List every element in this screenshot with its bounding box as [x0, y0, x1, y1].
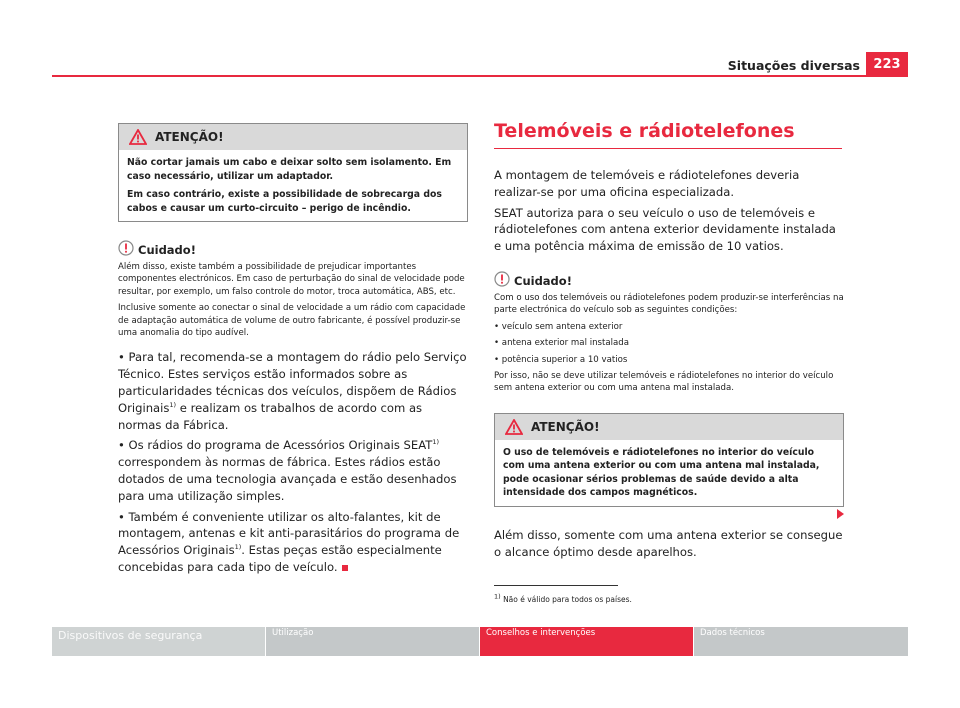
caution-title: Cuidado! [138, 243, 196, 257]
body-paragraph: SEAT autoriza para o seu veículo o uso de telemóveis e rádiotelefones com antena exterior devidamente instalada e uma potência máxima de emissão de 10 vatios. [494, 205, 836, 254]
text-span: correspondem às normas de fábrica. Estes rádios estão dotados de uma tecnologia avançada e estão desenhados para uma utilização simples. [118, 455, 457, 503]
running-header: Situações diversas [727, 58, 860, 73]
caution-list-item: • antena exterior mal instalada [494, 338, 630, 349]
footer-tab-dispositivos[interactable]: Dispositivos de segurança [52, 627, 265, 656]
text-span: . Estas peças estão especialmente concebidas para cada tipo de veículo. [118, 543, 442, 574]
warning-box [118, 123, 468, 222]
footnote-ref: 1) [169, 400, 177, 409]
footer-nav [52, 627, 908, 656]
caution-header [494, 271, 844, 288]
warning-header [495, 414, 843, 440]
continue-arrow-icon [837, 509, 844, 519]
warning-paragraph: Em caso contrário, existe a possibilidade de sobrecarga dos cabos e causar um curto-circuito – perigo de incêndio. [127, 189, 442, 214]
text-span: • Para tal, recomenda-se a montagem do rádio pelo Serviço Técnico. Estes serviços estão informados sobre as particularidades técnicas dos veículos, dispõem de Rádios Originais [118, 350, 467, 415]
caution-header [118, 240, 468, 257]
section-end-mark [342, 565, 348, 571]
closing-paragraph: Além disso, somente com uma antena exterior se consegue o alcance óptimo desde aparelhos. [494, 527, 843, 559]
caution-list-item: • veículo sem antena exterior [494, 321, 623, 332]
footnote-ref: 1) [234, 543, 242, 552]
footer-tab-utilizacao[interactable]: Utilização [265, 627, 479, 656]
warning-header [119, 124, 467, 150]
footnote [494, 592, 632, 604]
left-column [118, 123, 468, 576]
warning-triangle-icon [505, 419, 523, 435]
footnote-mark: 1) [494, 592, 501, 601]
warning-paragraph: O uso de telemóveis e rádiotelefones no interior do veículo com uma antena exterior ou com uma antena mal instalada, pode ocasionar sérios problemas de saúde devido a alta intensidade dos campos magnéticos. [503, 446, 820, 499]
bullet-paragraph [118, 437, 468, 504]
section-title: Telemóveis e rádiotelefones [494, 120, 842, 149]
warning-title: ATENÇÃO! [155, 130, 224, 144]
text-span: e realizam os trabalhos de acordo com as normas da Fábrica. [118, 400, 423, 432]
text-span: • Os rádios do programa de Acessórios Originais SEAT [118, 438, 433, 453]
footnote-ref: 1) [432, 438, 440, 447]
caution-list-item: • potência superior a 10 vatios [494, 354, 628, 365]
footer-tab-dados[interactable]: Dados técnicos [693, 627, 908, 656]
footnote-text: Não é válido para todos os países. [503, 595, 632, 604]
page-number: 223 [866, 52, 908, 76]
warning-body [119, 150, 467, 221]
footer-tab-conselhos[interactable]: Conselhos e intervenções [479, 627, 693, 656]
caution-paragraph: Inclusive somente ao conectar o sinal de velocidade a um rádio com capacidade de adaptação automática de volume de outro fabricante, é possível produzir-se uma anomalia do tipo audível. [118, 303, 466, 339]
footnote-divider [494, 585, 618, 586]
caution-exclamation-icon [494, 271, 510, 287]
header-divider [52, 75, 908, 77]
warning-triangle-icon [129, 129, 147, 145]
right-column [494, 120, 844, 560]
warning-box [494, 413, 844, 507]
caution-outro: Por isso, não se deve utilizar telemóveis e rádiotelefones no interior do veículo sem antena exterior ou com uma antena mal instalada. [494, 371, 834, 394]
caution-intro: Com o uso dos telemóveis ou rádiotelefones podem produzir-se interferências na parte electrónica do veículo sob as seguintes condições: [494, 292, 844, 316]
caution-exclamation-icon [118, 240, 134, 256]
caution-paragraph: Além disso, existe também a possibilidade de prejudicar importantes componentes electrónicos. Em caso de perturbação do sinal de velocidade pode resultar, por exemplo, um falso controle do motor, troca automática, ABS, etc. [118, 262, 465, 297]
caution-title: Cuidado! [514, 273, 572, 288]
body-paragraph: A montagem de telemóveis e rádiotelefones deveria realizar-se por uma oficina especializada. [494, 168, 800, 199]
text-span: • Também é conveniente utilizar os alto-falantes, kit de montagem, antenas e kit anti-parasitários do programa de Acessórios Originais [118, 509, 460, 558]
warning-title: ATENÇÃO! [531, 419, 600, 434]
warning-body [495, 440, 843, 506]
warning-paragraph: Não cortar jamais um cabo e deixar solto sem isolamento. Em caso necessário, utilizar um adaptador. [127, 157, 452, 182]
bullet-paragraph [118, 509, 468, 576]
bullet-paragraph [118, 349, 468, 433]
